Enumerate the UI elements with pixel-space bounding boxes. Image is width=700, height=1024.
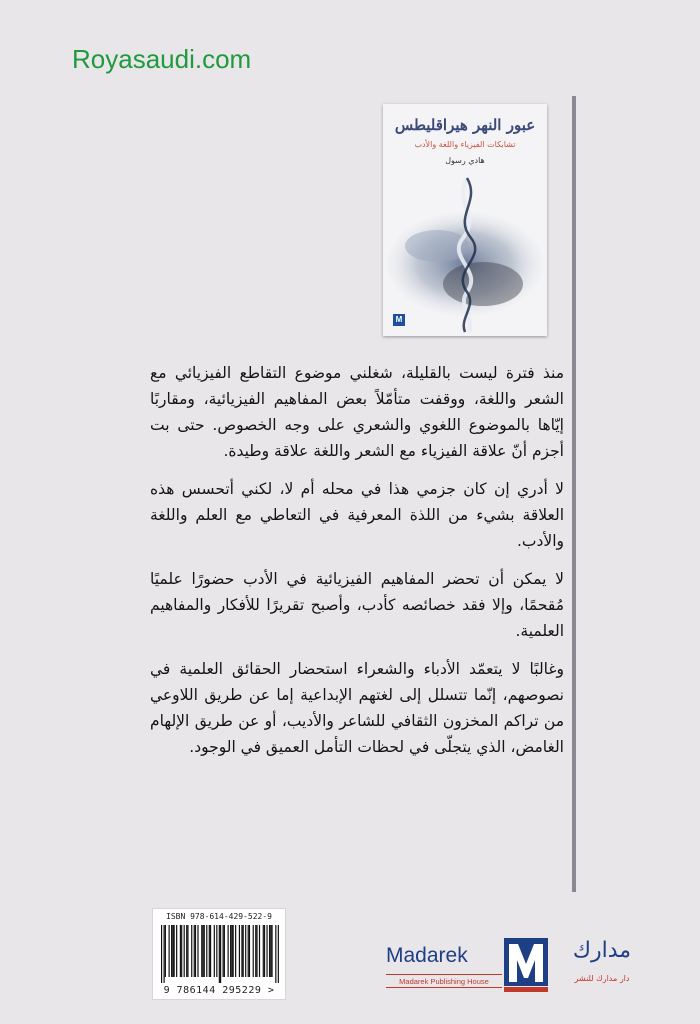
cover-subtitle: تشابكات الفيزياء واللغة والأدب <box>414 140 516 149</box>
publisher-name-ar: مدارك <box>572 938 632 963</box>
publisher-logo <box>386 938 662 1000</box>
barcode-bars <box>161 925 279 983</box>
isbn-number: 9 786144 295229 > <box>163 985 275 996</box>
publisher-house-label: Madarek Publishing House <box>386 974 502 988</box>
isbn-label: ISBN 978-614-429-522-9 <box>166 912 272 921</box>
book-cover-thumbnail <box>383 104 547 336</box>
publisher-m-icon <box>504 938 548 992</box>
blurb-paragraph-2: لا أدري إن كان جزمي هذا في محله أم لا، لكني أتحسس هذه العلاقة بشيء من اللذة المعرفية في التعاطي مع العلم واللغة والأدب. <box>150 480 564 550</box>
blurb-paragraph-4: وغالبًا لا يتعمّد الأدباء والشعراء استحضار الحقائق العلمية في نصوصهم، إنّما تتسلل إلى لغتهم الإبداعية إما عن طريق اللاوعي من تراكم المخزون الثقافي للشاعر والأديب، أو عن طريق الإلهام الغامض، الذي يتجلّى في لحظات التأمل العميق في الوجود. <box>150 660 564 756</box>
blurb-paragraph-1: منذ فترة ليست بالقليلة، شغلني موضوع التقاطع الفيزيائي مع الشعر واللغة، ووقفت متأمّلاً بعض المفاهيم الفيزيائية، ومقاربًا إيّاها بالموضوع اللغوي والشعري على وجه الخصوص. حتى بت أجزم أنّ علاقة الفيزياء مع الشعر واللغة علاقة وطيدة. <box>150 364 564 460</box>
watermark-text: Royasaudi.com <box>72 44 252 74</box>
publisher-house-ar: دار مدارك للنشر <box>574 974 630 983</box>
cover-title: عبور النهر هيراقليطس <box>394 116 536 134</box>
publisher-name-en: Madarek <box>386 944 468 967</box>
back-cover-blurb <box>150 360 564 772</box>
cover-publisher-logo: M <box>393 314 405 326</box>
cover-artwork <box>383 172 547 336</box>
blurb-paragraph-3: لا يمكن أن تحضر المفاهيم الفيزيائية في الأدب حضورًا علميًا مُقحمًا، وإلا فقد خصائصه كأدب، وأصبح تقريرًا للأفكار والمفاهيم العلمية. <box>150 570 564 640</box>
vertical-divider <box>572 96 576 892</box>
isbn-barcode <box>152 908 286 1000</box>
cover-author: هادي رسول <box>445 156 485 165</box>
